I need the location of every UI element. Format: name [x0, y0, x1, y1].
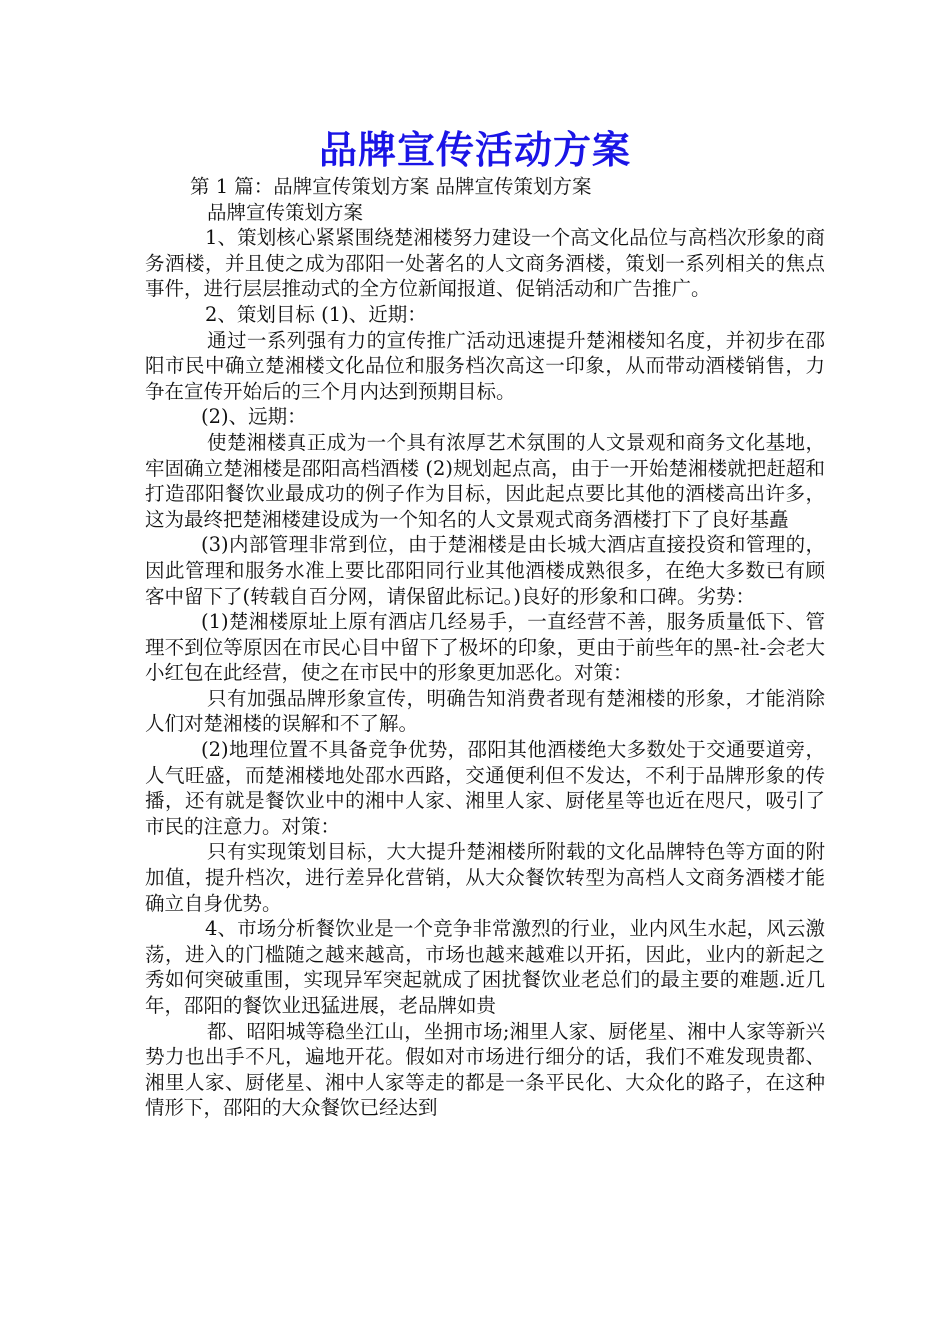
paragraph: 只有实现策划目标，大大提升楚湘楼所附载的文化品牌特色等方面的附加值，提升档次，进行差异化营销，从大众餐饮转型为高档人文商务酒楼才能确立自身优势。 — [145, 840, 825, 915]
paragraph: 品牌宣传策划方案 — [207, 200, 364, 224]
paragraph: 1、策划核心紧紧围绕楚湘楼努力建设一个高文化品位与高档次形象的商务酒楼，并且使之成为邵阳一处著名的人文商务酒楼，策划一系列相关的焦点事件，进行层层推动式的全方位新闻报道、促销活动和广告推广。 — [145, 226, 825, 301]
paragraph: 4、市场分析餐饮业是一个竞争非常激烈的行业，业内风生水起，风云激荡，进入的门槛随之越来越高，市场也越来越难以开拓，因此，业内的新起之秀如何突破重围，实现异军突起就成了困扰餐饮业老总们的最主要的难题.近几年，邵阳的餐饮业迅猛进展，老品牌如贵 — [145, 917, 825, 1017]
paragraph: 2、策划目标 (1)、近期： — [205, 302, 427, 326]
document-body — [145, 174, 825, 1121]
paragraph: 只有加强品牌形象宣传，明确告知消费者现有楚湘楼的形象，才能消除人们对楚湘楼的误解和不了解。 — [145, 686, 825, 736]
page-title: 品牌宣传活动方案 — [318, 127, 631, 172]
paragraph: 都、昭阳城等稳坐江山，坐拥市场;湘里人家、厨佬星、湘中人家等新兴势力也出手不凡，遍地开花。假如对市场进行细分的话，我们不难发现贵都、湘里人家、厨佬星、湘中人家等走的都是一条平民化、大众化的路子，在这种情形下，邵阳的大众餐饮已经达到 — [145, 1019, 825, 1120]
paragraph: (2)、远期： — [201, 405, 307, 429]
paragraph: 第 1 篇：品牌宣传策划方案 品牌宣传策划方案 — [190, 175, 592, 198]
paragraph: (2)地理位置不具备竞争优势，邵阳其他酒楼绝大多数处于交通要道旁，人气旺盛，而楚湘楼地处邵水西路，交通便利但不发达，不利于品牌形象的传播，还有就是餐饮业中的湘中人家、湘里人家、厨佬星等也近在咫尺，吸引了市民的注意力。对策： — [145, 738, 825, 838]
paragraph: 使楚湘楼真正成为一个具有浓厚艺术氛围的人文景观和商务文化基地，牢固确立楚湘楼是邵阳高档酒楼 (2)规划起点高，由于一开始楚湘楼就把赶超和打造邵阳餐饮业最成功的例子作为目标，因此起点要比其他的酒楼高出许多，这为最终把楚湘楼建设成为一个知名的人文景观式商务酒楼打下了良好基矗 — [145, 430, 825, 531]
paragraph: (3)内部管理非常到位，由于楚湘楼是由长城大酒店直接投资和管理的，因此管理和服务水准上要比邵阳同行业其他酒楼成熟很多，在绝大多数已有顾客中留下了(转载自百分网，请保留此标记。)良好的形象和口碑。劣势： — [145, 533, 825, 608]
paragraph: (1)楚湘楼原址上原有酒店几经易手，一直经营不善，服务质量低下、管理不到位等原因在市民心目中留下了极坏的印象，更由于前些年的黑-社-会老大小红包在此经营，使之在市民中的形象更加恶化。对策： — [145, 610, 825, 685]
paragraph: 通过一系列强有力的宣传推广活动迅速提升楚湘楼知名度，并初步在邵阳市民中确立楚湘楼文化品位和服务档次高这一印象，从而带动酒楼销售，力争在宣传开始后的三个月内达到预期目标。 — [145, 328, 825, 403]
